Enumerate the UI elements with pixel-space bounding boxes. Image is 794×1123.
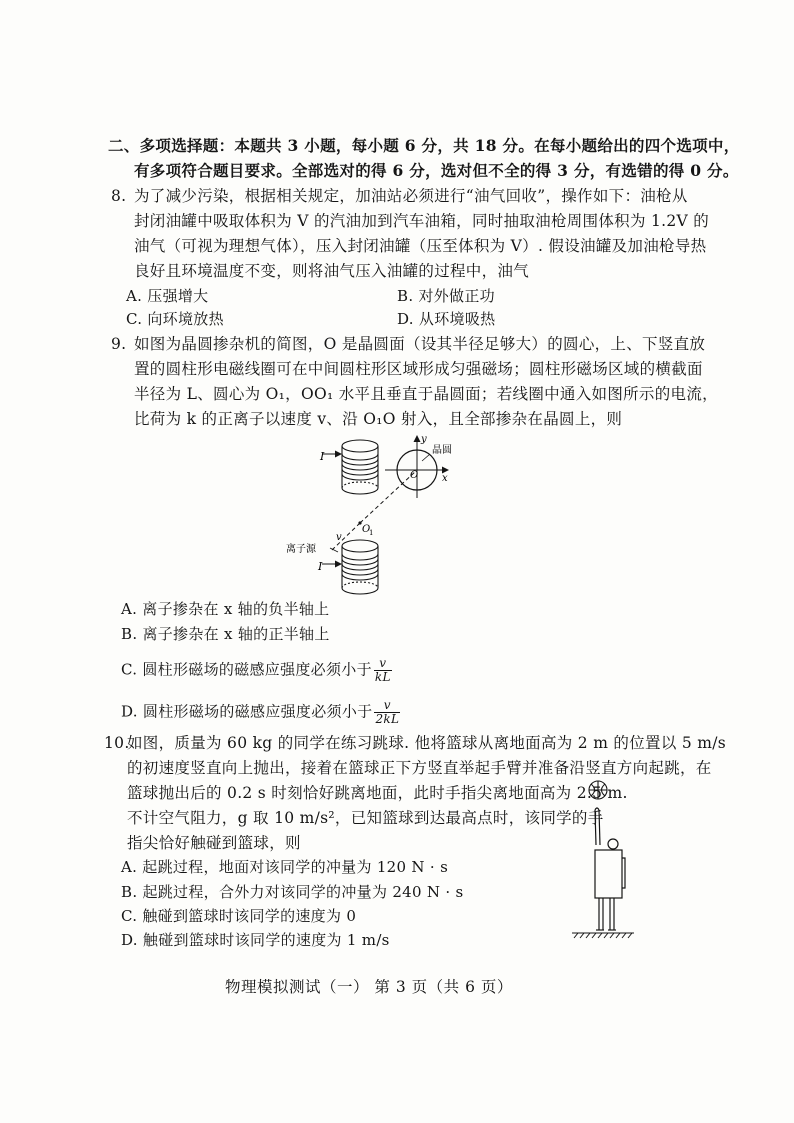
q9-option-c-fraction bbox=[374, 657, 392, 684]
q9-option-c-text: C. 圆柱形磁场的磁感应强度必须小于 bbox=[121, 660, 372, 679]
q8-text-line-1: 为了减少污染，根据相关规定，加油站必须进行“油气回收”，操作如下：油枪从 bbox=[134, 187, 688, 205]
q9-option-d-text: D. 圆柱形磁场的磁感应强度必须小于 bbox=[121, 702, 373, 721]
q9-option-a: A. 离子掺杂在 x 轴的负半轴上 bbox=[121, 600, 330, 618]
ground-line bbox=[572, 933, 634, 938]
q9-option-b: B. 离子掺杂在 x 轴的正半轴上 bbox=[121, 625, 330, 643]
q9-option-d bbox=[121, 699, 400, 726]
q9-number: 9. bbox=[111, 335, 127, 353]
q8-option-d: D. 从环境吸热 bbox=[397, 310, 496, 328]
top-current-label: I bbox=[320, 450, 325, 463]
bottom-current-label: I bbox=[318, 560, 323, 573]
q10-text-line-1: 如图，质量为 60 kg 的同学在练习跳球. 他将篮球从离地面高为 2 m 的位置以 5 m/s bbox=[127, 734, 727, 752]
beam-path bbox=[360, 470, 417, 523]
q9-text-line-3: 半径为 L、圆心为 O₁，OO₁ 水平且垂直于晶圆面；若线圈中通入如图所示的电流， bbox=[134, 385, 718, 403]
q9-option-c bbox=[121, 657, 392, 684]
q10-option-a: A. 起跳过程，地面对该同学的冲量为 120 N · s bbox=[121, 858, 449, 876]
q10-option-b: B. 起跳过程，合外力对该同学的冲量为 240 N · s bbox=[121, 883, 464, 901]
q8-text-line-2: 封闭油罐中吸取体积为 V 的汽油加到汽车油箱，同时抽取油枪周围体积为 1.2V 的 bbox=[134, 212, 710, 230]
section-header-line-2: 有多项符合题目要求。全部选对的得 6 分，选对但不全的得 3 分，有选错的得 0 分。 bbox=[134, 161, 739, 180]
q9-option-d-fraction bbox=[374, 699, 400, 726]
x-axis-label: x bbox=[442, 473, 448, 484]
q9-text-line-2: 置的圆柱形电磁线圈可在中间圆柱形区域形成匀强磁场；圆柱形磁场区域的横截面 bbox=[134, 360, 703, 378]
q8-option-a: A. 压强增大 bbox=[126, 287, 209, 305]
q9-text-line-1: 如图为晶圆掺杂机的简图，O 是晶圆面（设其半径足够大）的圆心，上、下竖直放 bbox=[134, 335, 706, 353]
q9-text-line-4: 比荷为 k 的正离子以速度 v、沿 O₁O 射入，且全部掺杂在晶圆上，则 bbox=[134, 410, 623, 428]
q10-text-line-2: 的初速度竖直向上抛出，接着在篮球正下方竖直举起手臂并准备沿竖直方向起跳，在 bbox=[127, 759, 712, 777]
y-axis-label: y bbox=[421, 434, 427, 445]
q8-text-line-3: 油气（可视为理想气体），压入封闭油罐（压至体积为 V）. 假设油罐及加油枪导热 bbox=[134, 237, 707, 255]
q10-figure bbox=[568, 778, 638, 940]
q10-number: 10. bbox=[104, 734, 130, 752]
q8-option-b: B. 对外做正功 bbox=[397, 287, 495, 305]
wafer-label: 晶圆 bbox=[432, 445, 452, 456]
velocity-label: v bbox=[336, 532, 342, 543]
q9-option-c-numerator: v bbox=[374, 657, 392, 671]
player-figure bbox=[595, 808, 625, 930]
q9-option-d-denominator: 2kL bbox=[375, 712, 400, 726]
q10-text-line-4: 不计空气阻力，g 取 10 m/s²，已知篮球到达最高点时，该同学的手 bbox=[127, 809, 604, 827]
q10-option-d: D. 触碰到篮球时该同学的速度为 1 m/s bbox=[121, 931, 390, 949]
q8-number: 8. bbox=[111, 187, 127, 205]
q9-option-d-numerator: v bbox=[374, 699, 400, 713]
q9-option-c-denominator: kL bbox=[374, 670, 391, 684]
q10-option-c: C. 触碰到篮球时该同学的速度为 0 bbox=[121, 907, 357, 925]
section-header-line-1: 二、多项选择题：本题共 3 小题，每小题 6 分，共 18 分。在每小题给出的四个选项中， bbox=[108, 136, 740, 155]
q8-option-c: C. 向环境放热 bbox=[126, 310, 224, 328]
page-footer: 物理模拟测试（一） 第 3 页（共 6 页） bbox=[225, 978, 513, 996]
o1-label: O bbox=[362, 524, 371, 535]
q10-text-line-3: 篮球抛出后的 0.2 s 时刻恰好跳离地面，此时手指尖离地面高为 2.5 m. bbox=[127, 784, 628, 802]
wafer-pointer bbox=[422, 454, 430, 461]
basketball-icon bbox=[589, 781, 607, 799]
o1-subscript: 1 bbox=[369, 529, 374, 537]
q8-text-line-4: 良好且环境温度不变，则将油气压入油罐的过程中，油气 bbox=[134, 262, 530, 280]
origin-label: O bbox=[410, 470, 419, 481]
q10-text-line-5: 指尖恰好触碰到篮球，则 bbox=[127, 834, 301, 852]
bottom-coil bbox=[342, 540, 378, 594]
ion-source-label: 离子源 bbox=[286, 544, 316, 555]
q9-figure bbox=[270, 428, 490, 598]
top-coil bbox=[342, 440, 378, 494]
